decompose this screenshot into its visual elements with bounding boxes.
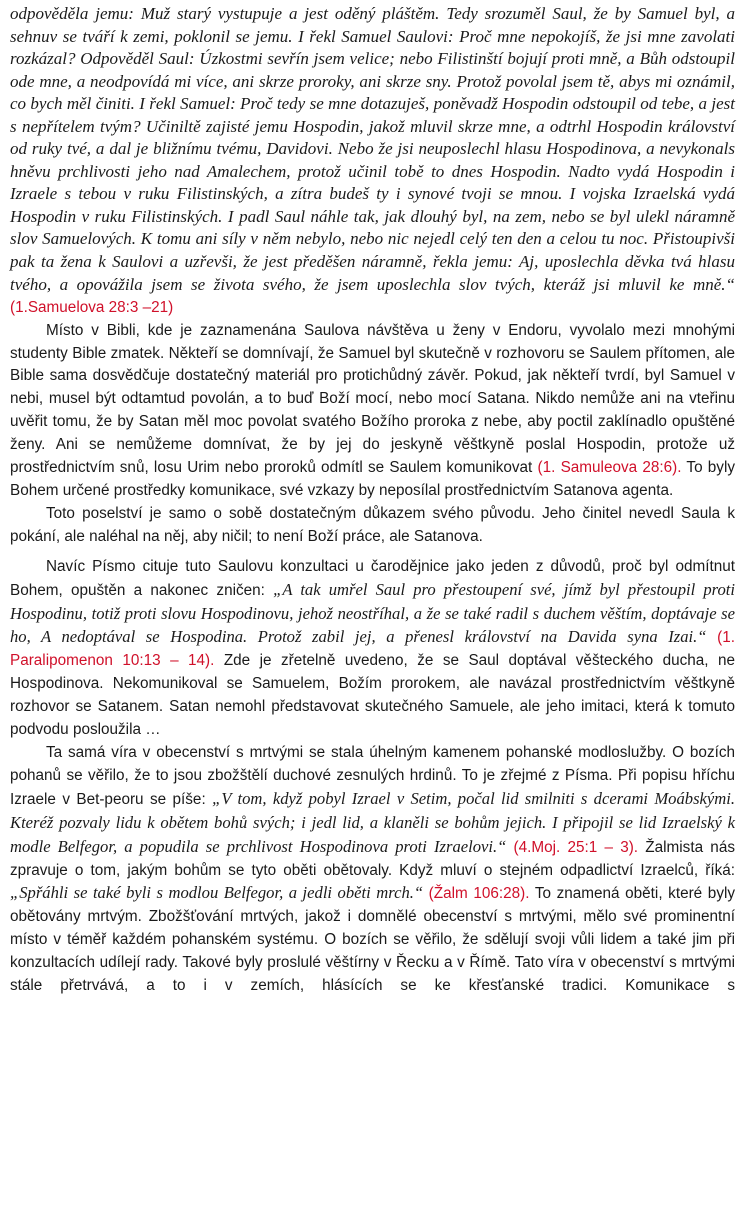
scripture-reference: (1.Samuelova 28:3 –21) bbox=[10, 299, 174, 317]
paragraph-text: Místo v Bibli, kde je zaznamenána Saulova návštěva u ženy v Endoru, vyvolalo mezi mnohými studenty Bible zmatek. Někteří se domnívají, že Samuel byl skutečně v rozhovoru se Saulem přítomen, ale Bible sama dosvědčuje dostatečný materiál pro protichůdný závěr. Pokud, jak někteří tvrdí, byl Samuel v nebi, musel být odtamtud povolán, a to buď Boží mocí, nebo mocí Satana. Nikdo nemůže ani na vteřinu uvěřit tomu, že by Satan měl moc povolat svatého Božího proroka z nebe, aby poctil zaklínadlo opuštěné ženy. Ani se nemůžeme domnívat, že by jej do jeskyně věštkyně poslal Hospodin, protože už prostřednictvím snů, losu Urim nebo proroků odmítl se Saulem komunikovat bbox=[10, 321, 735, 477]
scripture-reference: (Žalm 106:28). bbox=[428, 885, 530, 903]
paragraph-text: Toto poselství je samo o sobě dostatečným důkazem svého původu. Jeho činitel nevedl Saula k pokání, ale naléhal na něj, aby ničil; to není Boží práce, ale Satanova. bbox=[10, 504, 735, 545]
paragraph-text: To znamená oběti, které byly obětovány mrtvým. Zbožšťování mrtvých, jakož i domnělé obecenství s mrtvými, mělo své prominentní místo v téměř každém pohanském systému. O bozích se věřilo, že sdělují svoji vůli lidem a také jim při konzultacích udílejí rady. Takové byly proslulé věštírny v Řecku a v Římě. Tato víra v obecenství s mrtvými stále přetrvává, a to i v zemích, hlásících se ke křesťanské tradici. Komunikace s bbox=[10, 885, 736, 995]
body-paragraph-saul-rejected bbox=[10, 556, 735, 742]
paragraph-text: Žalmista nás zpravuje o tom, jakým bohům se tyto oběti obětovaly. Když mluví o stejném odpadlictví Izraelců, říká: bbox=[10, 838, 735, 879]
paragraph-text: Navíc Písmo cituje tuto Saulovu konzultaci u čarodějnice jako jeden z důvodů, proč byl odmítnut Bohem, opuštěn a nakonec zničen: bbox=[10, 557, 735, 599]
paragraph-text: To byly Bohem určené prostředky komunikace, své vzkazy by neposílal prostřednictvím Satanova agenta. bbox=[10, 459, 735, 499]
body-paragraph-endor bbox=[10, 320, 735, 503]
quote-text: odpověděla jemu: Muž starý vystupuje a jest oděný pláštěm. Tedy srozuměl Saul, že by Samuel byl, a sehnuv se tváří k zemi, poklonil se jemu. I řekl Samuel Saulovi: Proč mne nepokojíš, že jsi mne zavolati rozkázal? Odpověděl Saul: Úzkostmi sevřín jsem velice; nebo Filistinští bojují proti mně, a Bůh odstoupil ode mne, a neodpovídá mi více, ani skrze proroky, ani skrze sny. Protož povolal jsem tě, abys mi oznámil, co bych měl činiti. I řekl Samuel: Proč tedy se mne dotazuješ, poněvadž Hospodin odstoupil od tebe, a jest s nepřítelem tvým? Učiniltě zajisté jemu Hospodin, jakož mluvil skrze mne, a odtrhl Hospodin království od ruky tvé, a dal je bližnímu tvému, Davidovi. Nebo že jsi neuposlechl hlasu Hospodinova, a nevykonals hněvu prchlivosti jeho nad Amalechem, protož učinil tobě to dnes Hospodin. Nadto vydá Hospodin i Izraele s tebou v ruku Filistinských, a zítra budeš ty i synové tvoji se mnou. I vojska Izraelská vydá Hospodin v ruku Filistinských. I padl Saul náhle tak, jak dlouhý byl, na zem, nebo se byl ulekl náramně slov Samuelových. K tomu ani síly v něm nebylo, nebo nic nejedl celý ten den a celou tu noc. Přistoupivši pak ta žena k Saulovi a uzřevši, že jest předěšen náramně, řekla jemu: Aj, uposlechla děvka tvá hlasu tvého, a opovážila jsem se života svého, že jsem uposlechla slov tvých, kteráž jsi mluvil ke mně.“ bbox=[10, 4, 735, 294]
paragraph-text: Zde je zřetelně uvedeno, že se Saul doptával věšteckého ducha, ne Hospodinova. Nekomunikoval se Samuelem, Božím prorokem, ale navázal prostřednictvím věštkyně rozhovor se Satanem. Satan nemohl představovat skutečného Samuele, ale jeho imitaci, která k tomuto podvodu posloužila … bbox=[10, 652, 736, 739]
inline-quote: „Spřáhli se také byli s modlou Belfegor, a jedli oběti mrch.“ bbox=[10, 883, 429, 903]
scripture-quote-paragraph bbox=[10, 3, 735, 320]
scripture-reference: (4.Moj. 25:1 – 3). bbox=[513, 838, 639, 856]
scripture-reference: (1. Paralipomenon 10:13 – 14). bbox=[10, 629, 735, 670]
inline-quote: „V tom, když pobyl Izrael v Setim, počal lid smilniti s dcerami Moábskými. Kteréž pozvaly lidu k obětem bohů svých; i jedl lid, a klaněli se bohům jejich. I připojil se lid Izraelský k modle Belfegor, a popudila se prchlivost Hospodinova proti Izraelovi.“ bbox=[10, 788, 735, 856]
scripture-reference: (1. Samuleova 28:6). bbox=[537, 459, 682, 477]
body-paragraph-origin bbox=[10, 503, 735, 549]
paragraph-text: Ta samá víra v obecenství s mrtvými se stala úhelným kamenem pohanské modloslužby. O bozích pohanů se věřilo, že to jsou zbožštělí duchové zesnulých hrdinů. To je zřejmé z Písma. Při popisu hříchu Izraele v Bet-peoru se píše: bbox=[10, 743, 735, 808]
inline-quote: „A tak umřel Saul pro přestoupení své, jímž byl přestoupil proti Hospodinu, totiž proti slovu Hospodinovu, jehož neostříhal, a že se také radil s duchem věštím, doptávaje se ho, A nedoptával se Hospodina. Protož zabil jej, a přenesl království na Davida syna Izai.“ bbox=[10, 579, 735, 647]
body-paragraph-idolatry bbox=[10, 742, 735, 998]
